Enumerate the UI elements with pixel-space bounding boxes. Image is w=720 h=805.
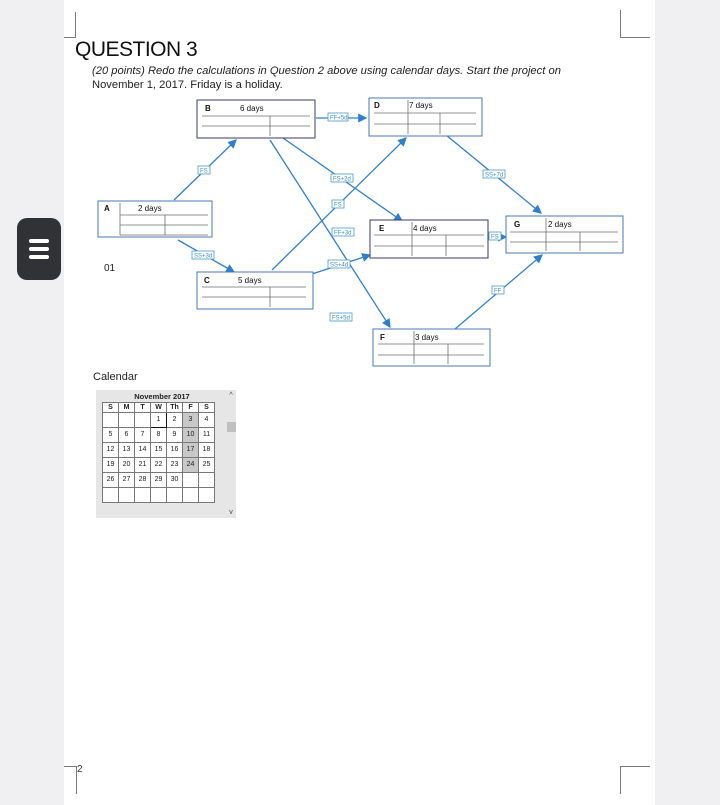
calendar-day[interactable] — [151, 488, 167, 503]
calendar-day[interactable]: 1 — [151, 413, 167, 428]
calendar-day[interactable]: 25 — [199, 458, 215, 473]
calendar-day[interactable] — [119, 488, 135, 503]
weekday: W — [151, 403, 167, 413]
crop-mark-bottom-left-h — [64, 766, 76, 767]
calendar-heading: Calendar — [93, 371, 138, 383]
calendar-day[interactable] — [119, 413, 135, 428]
tag-ss7d — [483, 170, 505, 179]
calendar-day[interactable]: 26 — [103, 473, 119, 488]
calendar-day[interactable]: 5 — [103, 428, 119, 443]
svg-text:FF+5d: FF+5d — [330, 115, 348, 122]
calendar-day[interactable] — [103, 488, 119, 503]
weekday: F — [183, 403, 199, 413]
tag-ff5d — [328, 113, 348, 122]
scroll-up-icon[interactable]: ^ — [229, 392, 233, 399]
calendar-day[interactable]: 18 — [199, 443, 215, 458]
calendar-day[interactable]: 20 — [119, 458, 135, 473]
prompt-lead: (20 points) Redo the calculations in Question 2 above using calendar days. Start the project on — [92, 65, 561, 77]
calendar-day[interactable]: 14 — [135, 443, 151, 458]
node-a-letter: A — [104, 204, 110, 213]
calendar-week — [103, 428, 215, 443]
node-f — [373, 329, 490, 366]
node-f-letter: F — [380, 333, 385, 342]
tag-fs2d — [331, 174, 353, 183]
svg-text:FS+2d: FS+2d — [333, 176, 351, 183]
node-g-letter: G — [514, 220, 521, 229]
calendar-week — [103, 488, 215, 503]
node-a-duration: 2 days — [138, 204, 162, 213]
tag-fs-be — [332, 200, 344, 209]
svg-text:FS+5d: FS+5d — [332, 315, 350, 322]
node-b-letter: B — [205, 104, 211, 113]
calendar-day[interactable]: 2 — [167, 413, 183, 428]
calendar-day[interactable] — [103, 413, 119, 428]
network-diagram — [0, 0, 720, 380]
node-c-duration: 5 days — [238, 276, 262, 285]
calendar-day[interactable] — [135, 488, 151, 503]
calendar-day[interactable]: 9 — [167, 428, 183, 443]
tag-fs-eg — [489, 232, 501, 241]
calendar-day[interactable]: 21 — [135, 458, 151, 473]
calendar-grid — [102, 402, 215, 503]
tag-ss4d — [328, 260, 350, 269]
calendar-day[interactable]: 3 — [183, 413, 199, 428]
node-g-duration: 2 days — [548, 220, 572, 229]
calendar-day[interactable]: 15 — [151, 443, 167, 458]
calendar-day[interactable]: 4 — [199, 413, 215, 428]
tag-ss3d — [192, 251, 214, 260]
svg-text:SS+3d: SS+3d — [194, 253, 213, 260]
calendar-widget — [96, 390, 236, 518]
svg-text:SS+7d: SS+7d — [485, 172, 504, 179]
node-g — [506, 216, 623, 253]
calendar-day[interactable]: 22 — [151, 458, 167, 473]
tag-ff-fg — [492, 286, 504, 295]
svg-text:FS: FS — [334, 202, 342, 209]
scroll-thumb[interactable] — [227, 422, 236, 432]
calendar-day[interactable]: 11 — [199, 428, 215, 443]
svg-text:FF: FF — [494, 288, 502, 295]
node-c-letter: C — [204, 276, 210, 285]
calendar-day[interactable] — [199, 473, 215, 488]
calendar-scrollbar[interactable] — [226, 392, 236, 516]
svg-text:FS: FS — [200, 168, 208, 175]
page-number: 2 — [77, 764, 83, 775]
calendar-day[interactable]: 8 — [151, 428, 167, 443]
calendar-day[interactable]: 10 — [183, 428, 199, 443]
crop-mark-bottom-right — [620, 766, 621, 794]
weekday: T — [135, 403, 151, 413]
svg-text:FS: FS — [491, 234, 499, 241]
tag-fs5d — [330, 313, 352, 322]
calendar-day[interactable] — [167, 488, 183, 503]
calendar-week — [103, 458, 215, 473]
tag-fs-ab — [198, 166, 210, 175]
node-e — [370, 220, 488, 258]
calendar-day[interactable] — [183, 473, 199, 488]
weekday: Th — [167, 403, 183, 413]
node-d-letter: D — [374, 101, 380, 110]
calendar-day[interactable]: 24 — [183, 458, 199, 473]
weekday: S — [103, 403, 119, 413]
calendar-day[interactable]: 13 — [119, 443, 135, 458]
calendar-week — [103, 413, 215, 428]
calendar-day[interactable]: 7 — [135, 428, 151, 443]
diagram-side-label: 01 — [104, 263, 116, 274]
calendar-day[interactable]: 28 — [135, 473, 151, 488]
prompt-tail: November 1, 2017. Friday is a holiday. — [92, 79, 283, 91]
weekday: M — [119, 403, 135, 413]
question-title: QUESTION 3 — [75, 38, 198, 61]
calendar-month: November 2017 — [134, 392, 190, 401]
calendar-day[interactable]: 29 — [151, 473, 167, 488]
node-d-duration: 7 days — [409, 101, 433, 110]
calendar-weekday-row — [103, 403, 215, 413]
calendar-day[interactable]: 27 — [119, 473, 135, 488]
calendar-day[interactable] — [135, 413, 151, 428]
calendar-day[interactable]: 16 — [167, 443, 183, 458]
calendar-day[interactable] — [199, 488, 215, 503]
calendar-day[interactable]: 19 — [103, 458, 119, 473]
svg-text:SS+4d: SS+4d — [330, 262, 349, 269]
svg-text:FF+3d: FF+3d — [334, 230, 352, 237]
calendar-day[interactable] — [183, 488, 199, 503]
node-c — [197, 272, 313, 309]
node-e-duration: 4 days — [413, 224, 437, 233]
calendar-day[interactable]: 6 — [119, 428, 135, 443]
node-b-duration: 6 days — [240, 104, 264, 113]
crop-mark-bottom-right-h — [620, 766, 650, 767]
tag-ff3d — [332, 228, 354, 237]
node-f-duration: 3 days — [415, 333, 439, 342]
scroll-down-icon[interactable]: v — [229, 509, 233, 516]
weekday: S — [199, 403, 215, 413]
node-e-letter: E — [379, 224, 385, 233]
node-b — [197, 100, 315, 138]
calendar-week — [103, 473, 215, 488]
node-d — [369, 98, 482, 136]
calendar-week — [103, 443, 215, 458]
calendar-day[interactable]: 23 — [167, 458, 183, 473]
calendar-day[interactable]: 30 — [167, 473, 183, 488]
calendar-day[interactable]: 12 — [103, 443, 119, 458]
node-a — [98, 201, 212, 237]
calendar-day[interactable]: 17 — [183, 443, 199, 458]
